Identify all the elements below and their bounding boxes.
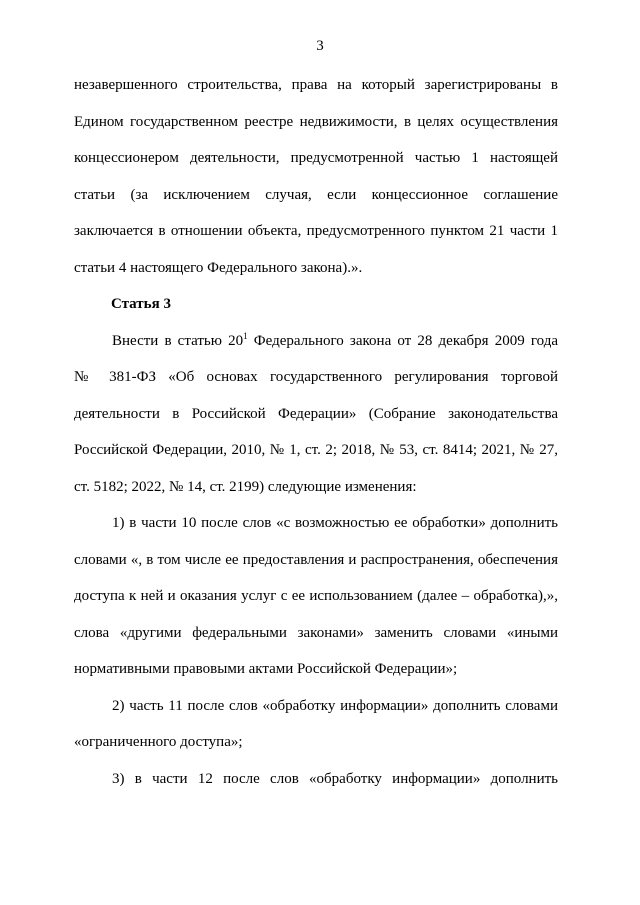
paragraph-line: статьи 4 настоящего Федерального закона).».	[74, 259, 363, 276]
paragraph-line: заключается в отношении объекта, предусмотренного пунктом 21 части 1	[74, 223, 558, 239]
paragraph-line: незавершенного строительства, права на который зарегистрированы в	[74, 77, 558, 93]
article-heading: Статья 3	[111, 296, 171, 312]
document-body	[74, 76, 558, 806]
paragraph-line: концессионером деятельности, предусмотренной частью 1 настоящей	[74, 150, 558, 166]
paragraph-text: Федерального закона от 28 декабря 2009 года	[247, 332, 558, 349]
paragraph-line: статьи (за исключением случая, если концессионное соглашение	[74, 186, 558, 203]
paragraph-line: 2) часть 11 после слов «обработку информации» дополнить словами	[112, 697, 558, 714]
paragraph-line: «ограниченного доступа»;	[74, 734, 243, 750]
paragraph-line	[74, 332, 558, 369]
paragraph-line: 1) в части 10 после слов «с возможностью ее обработки» дополнить	[112, 515, 558, 531]
paragraph-text: Внести в статью 20	[112, 332, 244, 349]
page-number: 3	[316, 38, 324, 54]
paragraph-line: слова «другими федеральными законами» заменить словами «иными	[74, 624, 558, 641]
paragraph-line: Едином государственном реестре недвижимости, в целях осуществления	[74, 113, 558, 130]
paragraph-line: ст. 5182; 2022, № 14, ст. 2199) следующие изменения:	[74, 478, 417, 495]
paragraph-line: № 381-ФЗ «Об основах государственного регулирования торговой	[74, 369, 558, 385]
paragraph-line: доступа к ней и оказания услуг с ее использованием (далее – обработка),»,	[74, 588, 558, 604]
superscript: 1	[243, 330, 248, 341]
paragraph-line: Российской Федерации, 2010, № 1, ст. 2; 2018, № 53, ст. 8414; 2021, № 27,	[74, 442, 558, 458]
paragraph-line: словами «, в том числе ее предоставления и распространения, обеспечения	[74, 551, 558, 568]
paragraph-line: нормативными правовыми актами Российской Федерации»;	[74, 661, 458, 677]
paragraph-line: 3) в части 12 после слов «обработку информации» дополнить	[112, 770, 558, 787]
paragraph-line: деятельности в Российской Федерации» (Собрание законодательства	[74, 405, 558, 422]
